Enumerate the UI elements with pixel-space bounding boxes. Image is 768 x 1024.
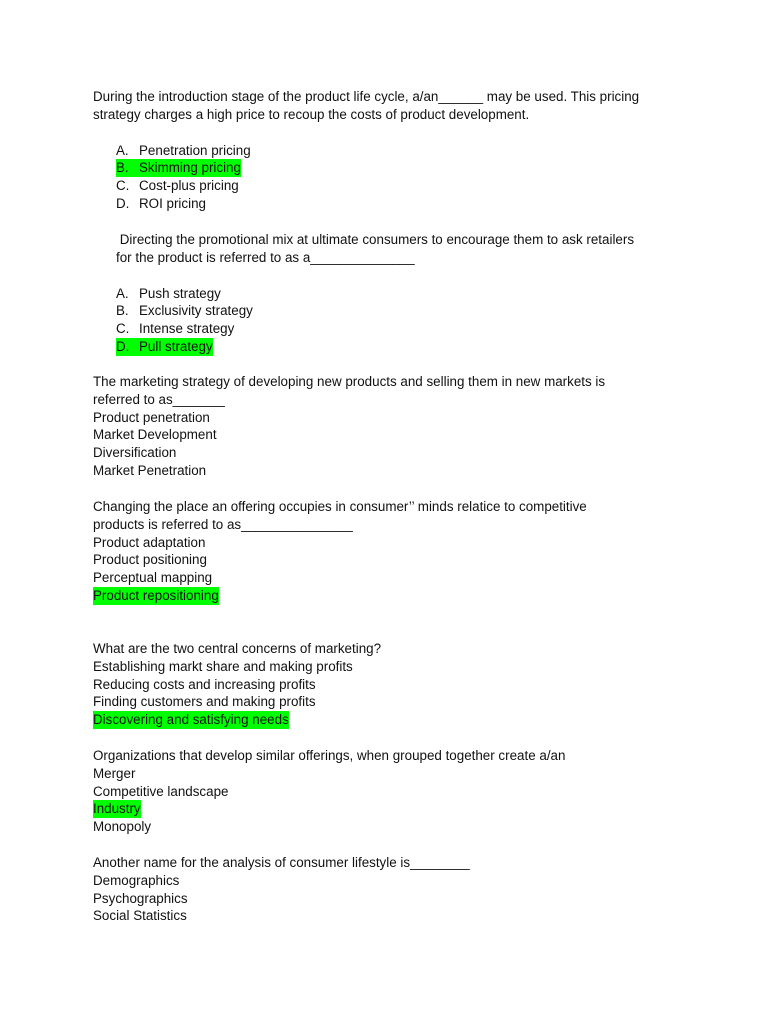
answer-option-highlighted: Industry — [93, 801, 141, 817]
answer-option: B. Exclusivity strategy — [116, 303, 253, 319]
answer-option: Psychographics — [93, 890, 188, 906]
answer-option: Product positioning — [93, 552, 207, 568]
question-stem-line: Another name for the analysis of consumer lifestyle is________ — [93, 855, 470, 870]
question-stem-line: What are the two central concerns of marketing? — [93, 641, 382, 656]
question-stem-line: referred to as_______ — [93, 391, 225, 407]
answer-option: Establishing markt share and making profits — [93, 658, 353, 674]
answer-option: Product penetration — [93, 409, 210, 425]
answer-option-highlighted: D. Pull strategy — [116, 338, 213, 354]
answer-option: Finding customers and making profits — [93, 694, 316, 710]
question-5 — [93, 640, 381, 729]
question-stem-line: Changing the place an offering occupies in consumer’’ minds relatice to competitive — [93, 499, 587, 514]
question-4 — [93, 498, 587, 605]
answer-option: Product adaptation — [93, 534, 206, 550]
question-stem-line: products is referred to as_______________ — [93, 516, 353, 532]
answer-option: Perceptual mapping — [93, 570, 213, 586]
answer-option-highlighted: Discovering and satisfying needs — [93, 712, 289, 728]
answer-option: C. Intense strategy — [116, 321, 235, 337]
question-7 — [93, 854, 470, 925]
question-3 — [93, 373, 605, 480]
answer-option: Demographics — [93, 872, 180, 888]
question-stem-line: Organizations that develop similar offerings, when grouped together create a/an — [93, 748, 566, 763]
answer-option: Market Development — [93, 427, 217, 443]
answer-option: C. Cost-plus pricing — [116, 178, 239, 194]
question-stem-line: During the introduction stage of the product life cycle, a/an______ may be used. This pricing — [93, 89, 640, 104]
question-stem-line: strategy charges a high price to recoup the costs of product development. — [93, 106, 530, 122]
question-stem-line: The marketing strategy of developing new products and selling them in new markets is — [93, 374, 606, 389]
question-2 — [116, 231, 634, 356]
answer-option: Reducing costs and increasing profits — [93, 676, 316, 692]
question-stem-line: for the product is referred to as a______________ — [116, 249, 415, 265]
answer-option: Diversification — [93, 445, 177, 461]
answer-option: Monopoly — [93, 819, 152, 835]
answer-option: Merger — [93, 765, 136, 781]
answer-option: Social Statistics — [93, 908, 187, 924]
answer-option: Market Penetration — [93, 462, 207, 478]
question-stem-line: Directing the promotional mix at ultimate consumers to encourage them to ask retailers — [116, 232, 635, 247]
answer-option: A. Penetration pricing — [116, 142, 251, 158]
answer-option-highlighted: B. Skimming pricing — [116, 160, 241, 176]
question-6 — [93, 747, 565, 836]
question-1 — [93, 88, 639, 213]
answer-option: Competitive landscape — [93, 783, 229, 799]
answer-option: A. Push strategy — [116, 285, 221, 301]
answer-option: D. ROI pricing — [116, 195, 206, 211]
answer-option-highlighted: Product repositioning — [93, 587, 219, 603]
